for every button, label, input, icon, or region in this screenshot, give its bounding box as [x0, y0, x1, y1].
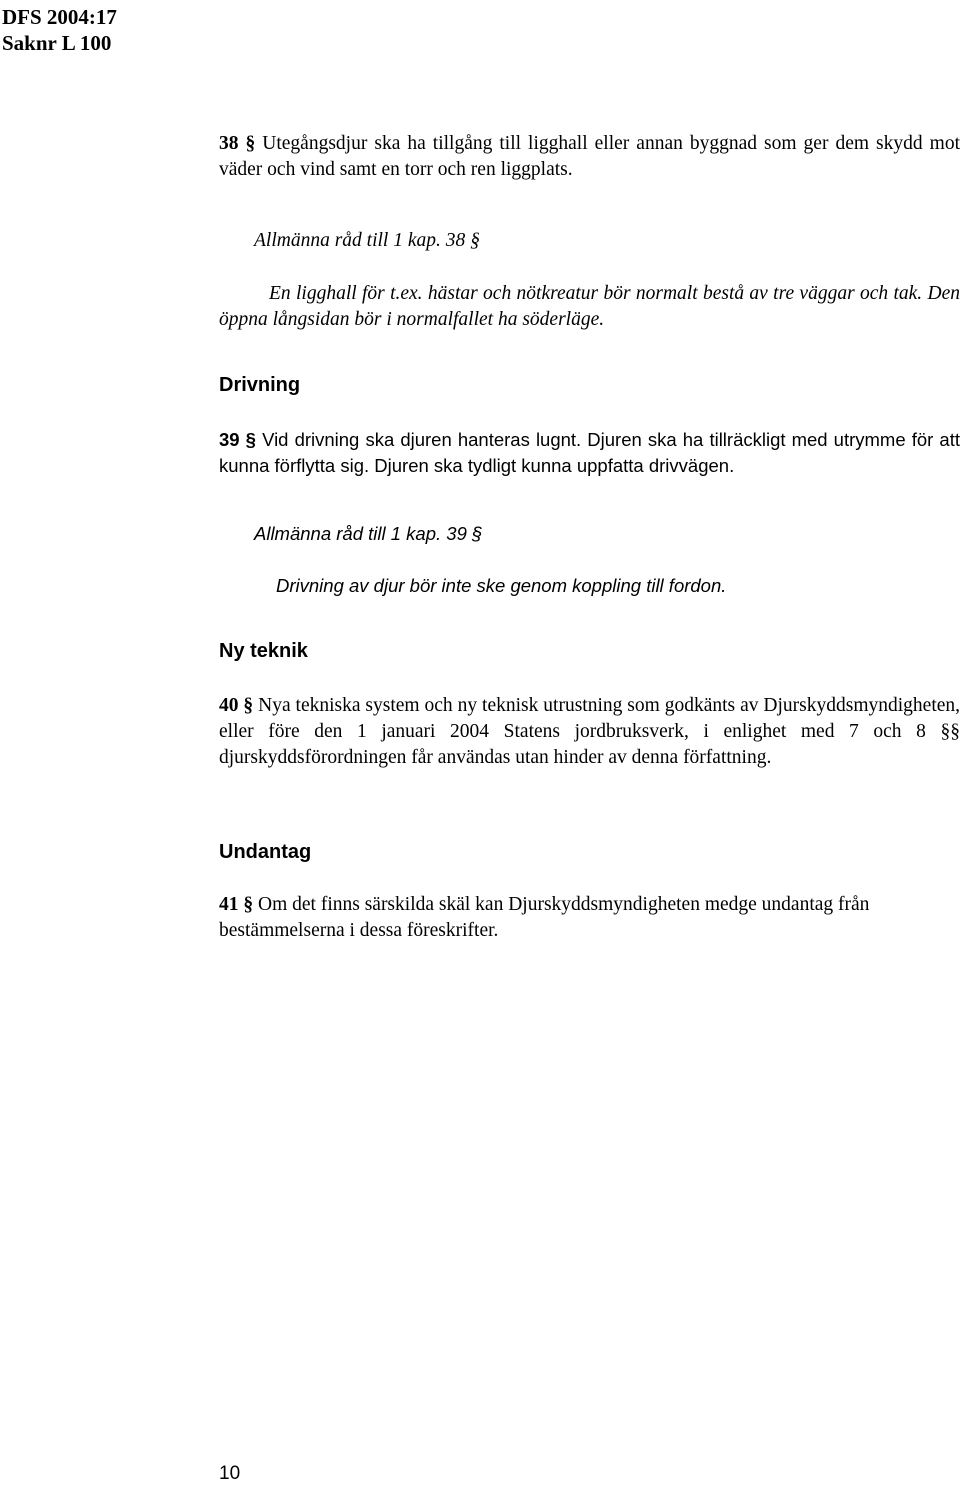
- section-number: 39 §: [219, 429, 256, 450]
- general-advice-38-title: Allmänna råd till 1 kap. 38 §: [254, 230, 480, 251]
- document-saknr: Saknr L 100: [2, 31, 112, 55]
- section-text: Vid drivning ska djuren hanteras lugnt. Djuren ska ha tillräckligt med utrymme för att kunna förflytta sig. Djuren ska tydligt kunna uppfatta drivvägen.: [219, 429, 960, 476]
- general-advice-39-title: Allmänna råd till 1 kap. 39 §: [254, 523, 483, 544]
- section-number: 40 §: [219, 695, 254, 716]
- paragraph-40: [219, 693, 960, 771]
- heading-undantag: Undantag: [219, 841, 312, 863]
- heading-ny-teknik: Ny teknik: [219, 640, 308, 662]
- section-text: Om det finns särskilda skäl kan Djurskyddsmyndigheten medge undantag från bestämmelserna i dessa föreskrifter.: [219, 894, 870, 941]
- section-number: 38 §: [219, 133, 256, 154]
- heading-drivning: Drivning: [219, 374, 301, 396]
- page-number: 10: [219, 1463, 241, 1484]
- document-header: [2, 4, 117, 56]
- general-advice-39-text: Drivning av djur bör inte ske genom koppling till fordon.: [276, 575, 727, 596]
- paragraph-39: [219, 427, 960, 479]
- paragraph-38: [219, 131, 960, 183]
- document-id: DFS 2004:17: [2, 5, 117, 29]
- section-text: Nya tekniska system och ny teknisk utrustning som godkänts av Djurskyddsmyndigheten, eller före den 1 januari 2004 Statens jordbruksverk, i enlighet med 7 och 8 §§ djurskyddsförordningen får användas utan hinder av denna författning.: [219, 695, 960, 768]
- section-text: Utegångsdjur ska ha tillgång till ligghall eller annan byggnad som ger dem skydd mot väder och vind samt en torr och ren liggplats.: [219, 133, 960, 180]
- paragraph-41: [219, 892, 960, 944]
- section-number: 41 §: [219, 894, 254, 915]
- general-advice-38-text: En ligghall för t.ex. hästar och nötkreatur bör normalt bestå av tre väggar och tak. Den öppna långsidan bör i normalfallet ha söderläge.: [219, 283, 960, 330]
